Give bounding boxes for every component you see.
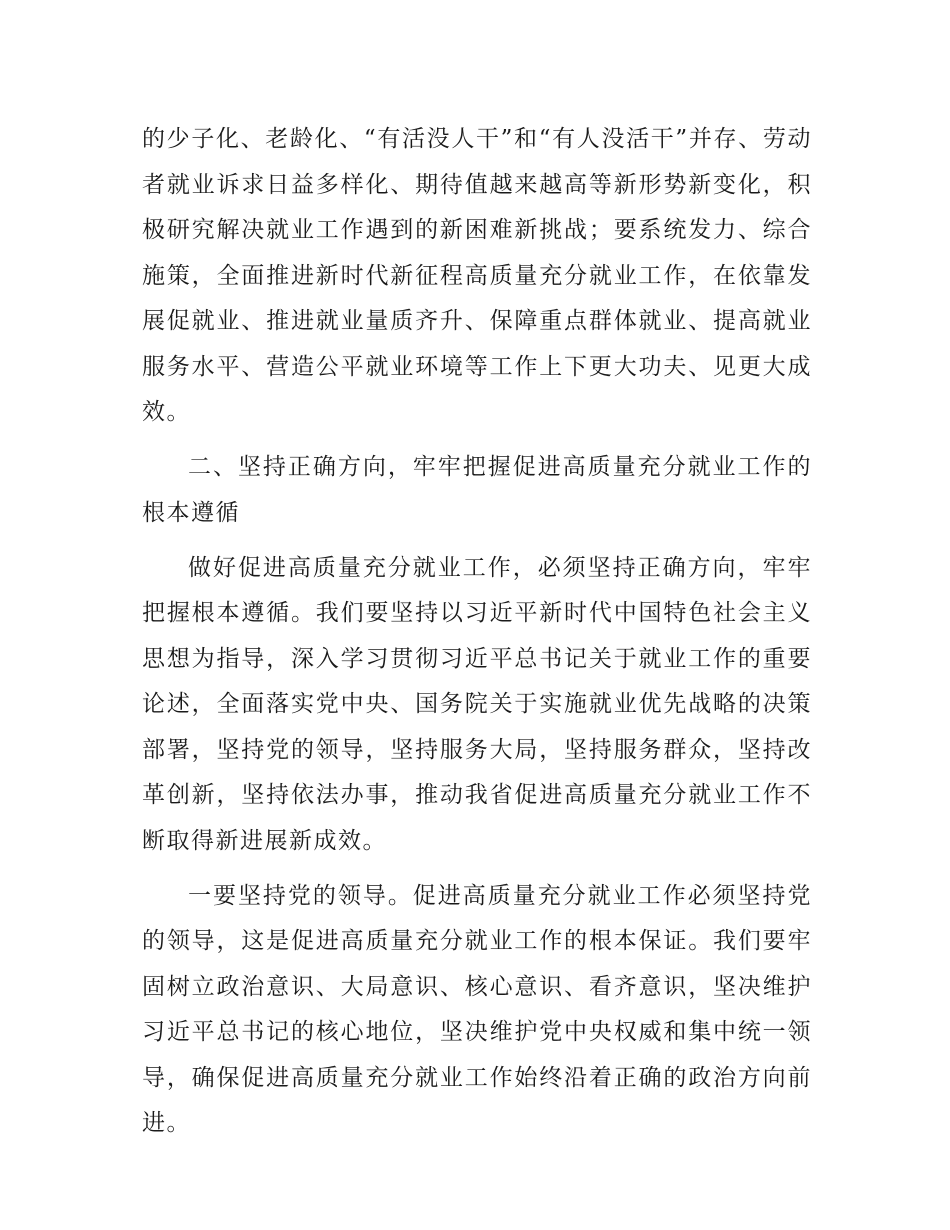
paragraph-continuation: 的少子化、老龄化、“有活没人干”和“有人没活干”并存、劳动者就业诉求日益多样化、期待值越来越高等新形势新变化，积极研究解决就业工作遇到的新困难新挑战；要系统发力、综合施策，全面推进新时代新征程高质量充分就业工作，在依靠发展促就业、推进就业量质齐升、保障重点群体就业、提高就业服务水平、营造公平就业环境等工作上下更大功夫、见更大成效。 bbox=[142, 126, 812, 425]
section-heading: 二、坚持正确方向，牢牢把握促进高质量充分就业工作的根本遵循 bbox=[142, 454, 812, 526]
document-body bbox=[142, 117, 812, 1156]
paragraph-body: 一要坚持党的领导。促进高质量充分就业工作必须坚持党的领导，这是促进高质量充分就业工作的根本保证。我们要牢固树立政治意识、大局意识、核心意识、看齐意识，坚决维护习近平总书记的核心地位，坚决维护党中央权威和集中统一领导，确保促进高质量充分就业工作始终沿着正确的政治方向前进。 bbox=[142, 882, 812, 1136]
paragraph-body: 做好促进高质量充分就业工作，必须坚持正确方向，牢牢把握根本遵循。我们要坚持以习近平新时代中国特色社会主义思想为指导，深入学习贯彻习近平总书记关于就业工作的重要论述，全面落实党中央、国务院关于实施就业优先战略的决策部署，坚持党的领导，坚持服务大局，坚持服务群众，坚持改革创新，坚持依法办事，推动我省促进高质量充分就业工作不断取得新进展新成效。 bbox=[142, 554, 812, 854]
